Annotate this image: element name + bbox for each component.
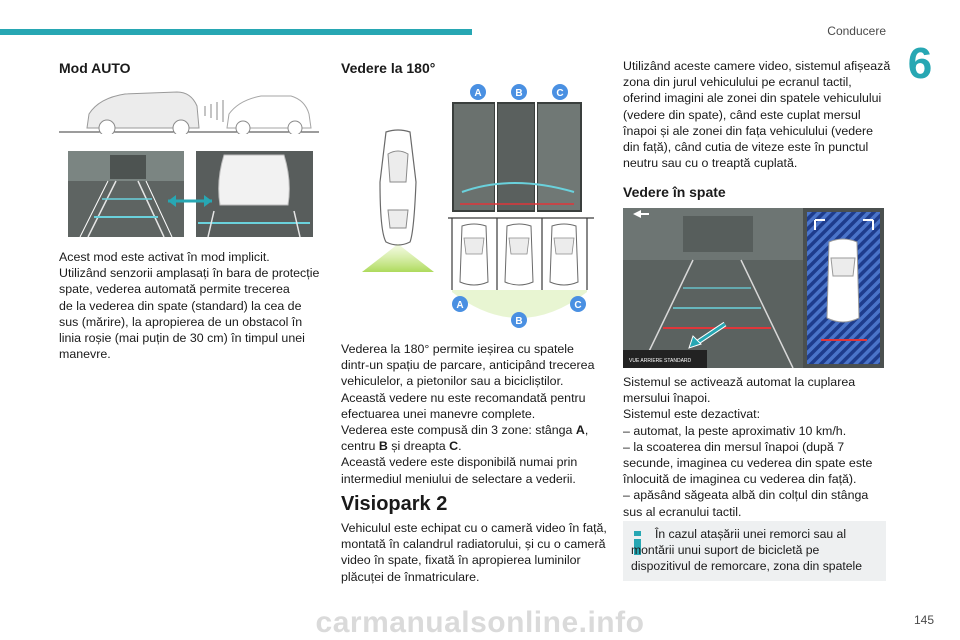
view-180-illustration xyxy=(342,82,594,332)
screen-mode-label: VUE ARRIERE STANDARD xyxy=(629,358,692,364)
heading-visiopark-2: Visiopark 2 xyxy=(341,493,448,515)
vedere-spate-text: Sistemul se activează automat la cuplarea mersului înapoi. Sistemul este dezactivat: – automat, la peste aproximativ 10 km/h. – la scoaterea din mersul înapoi (după 7 secunde, imaginea cu vederea din spate este înlocuită de imaginea cu vederea din față). – apăsând săgeata albă din colțul din stânga sus al ecranului tactil. xyxy=(623,375,873,519)
mod-auto-text: Acest mod este activat în mod implicit. Utilizând senzorii amplasați în bara de protecție spate, vederea automată permite trecerea de la vederea din spate (standard) la cea de sus (mărire), la apropierea de un obstacol în linia roșie (mai puțin de 30 cm) în timpul unei manevre. xyxy=(59,250,320,362)
info-note-text: În cazul atașării unei remorci sau al montării unui suport de bicicletă pe dispozitivul de remorcare, zona din spatele xyxy=(631,527,863,573)
visiopark-text: Vehiculul este echipat cu o cameră video în față, montată în calandrul radiatorului, și cu o cameră video în spate, fixată în apropierea luminilor plăcuței de înmatriculare. xyxy=(341,521,607,584)
cars-approach-illustration xyxy=(59,84,319,134)
label-a-bottom: A xyxy=(456,300,464,311)
vedere-180-text: Vederea la 180° permite ieșirea cu spatele dintr-un spațiu de parcare, anticipând trecerea vehiculelor, a pietonilor sau a bicicliștilor. Această vedere nu este recomandată pentru efectuarea unei manevre complete. Vederea este compusă din 3 zone: stânga A, centru B și dreapta C. Această vedere este disponibilă numai prin intermediul meniului de selectare a vederii. xyxy=(341,342,595,486)
label-c-bottom: C xyxy=(574,300,582,311)
chapter-title: Conducere xyxy=(827,24,886,38)
camera-views-illustration xyxy=(68,151,313,237)
label-c-top: C xyxy=(556,88,564,99)
visiopark-intro-text: Utilizând aceste camere video, sistemul afișează zona din jurul vehiculului pe ecranul tactil, oferind imagini ale zonei din spatele vehiculului (vedere din spate), când este cuplat mersul înapoi și ale zonei din fața vehiculului (vedere din față), când cutia de viteze este în punctul neutru sau cu o treaptă cuplată. xyxy=(623,59,891,171)
watermark: carmanualsonline.info xyxy=(315,606,645,639)
heading-mod-auto: Mod AUTO xyxy=(59,60,131,76)
chapter-number: 6 xyxy=(907,39,933,88)
page-number: 145 xyxy=(913,613,934,627)
header-accent-bar xyxy=(0,29,472,35)
label-a-top: A xyxy=(474,88,482,99)
label-b-bottom: B xyxy=(515,316,523,327)
heading-vedere-spate: Vedere în spate xyxy=(623,184,726,200)
rear-view-screen-illustration xyxy=(623,208,884,368)
info-note-box xyxy=(623,521,886,581)
label-b-top: B xyxy=(515,88,523,99)
heading-vedere-180: Vedere la 180° xyxy=(341,60,436,76)
